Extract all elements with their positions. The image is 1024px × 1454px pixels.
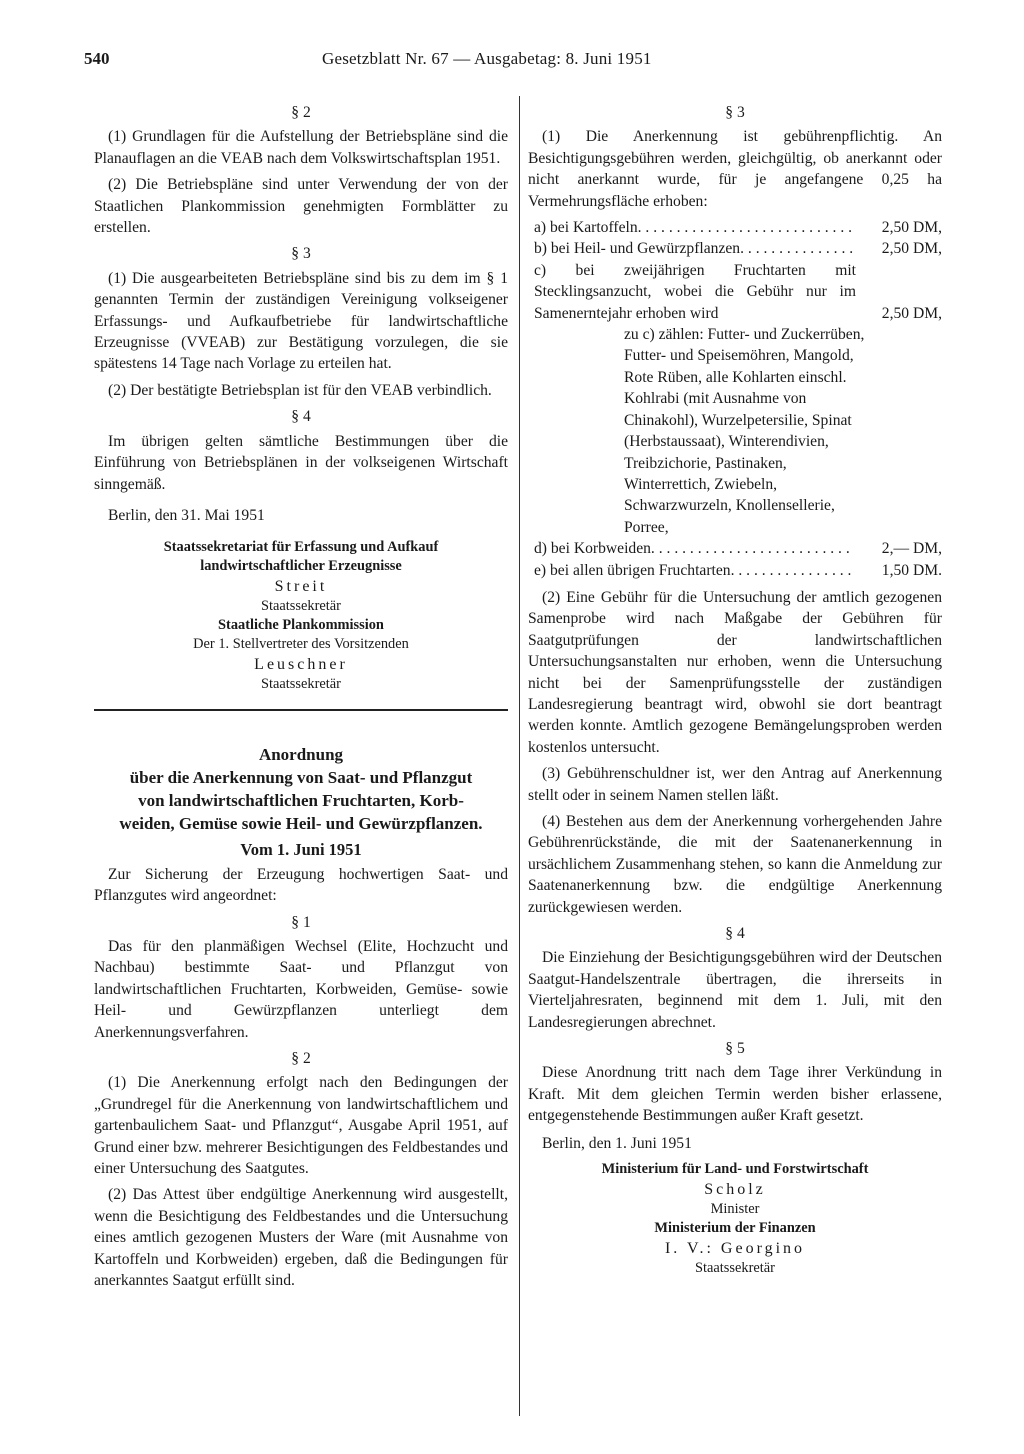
paragraph: (1) Grundlagen für die Aufstellung der Betriebspläne sind die Planauflagen an die VEAB nach dem Volkswirtschaftsplan 1951.: [94, 128, 508, 167]
section-title: § 1: [291, 913, 311, 931]
right-column: [528, 100, 942, 1278]
fee-value: 2,— DM,: [881, 540, 942, 558]
ordinance-heading: [94, 743, 508, 835]
leader-dots: [651, 538, 854, 559]
section-title: § 3: [291, 245, 311, 263]
signature-org: Staatssekretariat für Erfassung und Aufkauf: [163, 539, 439, 556]
signature-org: landwirtschaftlicher Erzeugnisse: [200, 558, 402, 575]
paragraph: Diese Anordnung tritt nach dem Tage ihrer Verkündung in Kraft. Mit dem gleichen Termin werden bisher erlassene, entgegenstehende Bestimmungen außer Kraft gesetzt.: [528, 1064, 942, 1125]
leader-dots: [638, 217, 854, 238]
gazette-title: Gesetzblatt Nr. 67 — Ausgabetag: 8. Juni 1951: [322, 49, 652, 68]
page-header: [84, 48, 724, 74]
paragraph: (2) Eine Gebühr für die Untersuchung der amtlich gezogenen Samenprobe wird nach Maßgabe der Gebühren für Saatgutprüfungen der landwirtschaftlichen Untersuchungsanstalten nur erhoben, wenn die Untersuchung nicht bei der Samenprüfungsstelle der zuständigen Landesregierung beantragt wird, obwohl sie dort beantragt werden konnte. Amtlich gezogene Bemängelungsproben werden kostenlos untersucht.: [528, 588, 942, 756]
fee-c-note: zu c) zählen: Futter- und Zuckerrüben, Futter- und Speisemöhren, Mangold, Rote Rüben, alle Kohlarten einschl. Kohlrabi (mit Ausnahme von Chinakohl), Wurzelpetersilie, Spinat (Herbstaussaat), Winterendivien, Treibzichorie, Pastinaken, Winterrettich, Zwiebeln, Schwarzwurzeln, Knollensellerie, Porree,: [624, 326, 865, 536]
signature-role: Minister: [710, 1201, 760, 1218]
paragraph: Im übrigen gelten sämtliche Bestimmungen über die Einführung von Betriebsplänen in der volkseigenen Wirtschaft sinngemäß.: [94, 432, 508, 493]
fee-value: 2,50 DM,: [881, 219, 942, 237]
fee-row-d: [528, 538, 942, 559]
fee-label: d) bei Korbweiden: [534, 540, 651, 558]
signature-name: Streit: [274, 578, 328, 596]
fee-row-c: [528, 260, 942, 324]
leader-dots: [740, 238, 854, 259]
paragraph: Zur Sicherung der Erzeugung hochwertigen Saat- und Pflanzgutes wird angeordnet:: [94, 865, 508, 905]
leader-dots: [731, 560, 854, 581]
paragraph: (1) Die ausgearbeiteten Betriebspläne sind bis zu dem im § 1 genannten Termin der zuständigen Vereinigung volkseigener Erfassungs- und Aufkaufbetriebe für landwirtschaftliche Erzeugnisse (VVEAB) zur Bestätigung vorzulegen, die sie spätestens 14 Tage nach Vorlage zu erteilen hat.: [94, 269, 508, 373]
paragraph: (2) Das Attest über endgültige Anerkennung wird ausgestellt, wenn die Besichtigung des Feldbestandes und die Untersuchung eines amtlich gezogenen Musters der Ware (mit Ausnahme von Kartoffeln und Korbweiden) ergeben, daß die Bedingungen für anerkanntes Saatgut erfüllt sind.: [94, 1186, 508, 1290]
signature-name: I. V.: Georgino: [664, 1240, 806, 1258]
fee-label: c) bei zweijährigen Fruchtarten mit Stecklingsanzucht, wobei die Gebühr nur im Samenerntejahr erhoben wird: [534, 261, 856, 322]
heading-line: von landwirtschaftlichen Fruchtarten, Korb-: [138, 791, 464, 811]
paragraph: (4) Bestehen aus dem der Anerkennung vorhergehenden Jahre Gebührenrückstände, die mit der Saatenanerkennung in ursächlichem Zusammenhang stehen, so kann die Anmeldung zur Saatenanerkennung bzw. die endgültige Anerkennung zurückgewiesen werden.: [528, 813, 942, 916]
signature-role: Staatssekretär: [695, 1260, 775, 1277]
fee-row-a: [528, 217, 942, 238]
paragraph: (2) Die Betriebspläne sind unter Verwendung der von der Staatlichen Plankommission genehmigten Formblätter zu erstellen.: [94, 176, 508, 237]
fee-value: 2,50 DM,: [881, 240, 942, 258]
date-line: Berlin, den 1. Juni 1951: [542, 1134, 692, 1152]
paragraph: (3) Gebührenschuldner ist, wer den Antrag auf Anerkennung stellt oder in seinem Namen stellen läßt.: [528, 765, 942, 804]
signature-block: [528, 1160, 942, 1278]
signature-name: Scholz: [704, 1181, 766, 1199]
section-title: § 4: [291, 408, 311, 426]
column-divider: [519, 96, 520, 1416]
signature-org: Ministerium der Finanzen: [654, 1220, 816, 1237]
fee-label: a) bei Kartoffeln: [534, 219, 638, 237]
fee-row-e: [528, 560, 942, 581]
signature-role: Staatssekretär: [261, 598, 341, 615]
separator-rule: [94, 709, 508, 711]
signature-block: [94, 538, 508, 694]
section-title: § 5: [725, 1040, 745, 1058]
fee-value: 2,50 DM,: [881, 304, 942, 322]
heading-line: Anordnung: [258, 745, 344, 765]
signature-name: Leuschner: [254, 656, 348, 674]
signature-org: Staatliche Plankommission: [218, 617, 384, 634]
paragraph: (1) Die Anerkennung ist gebührenpflichtig. An Besichtigungsgebühren werden, gleichgültig, ob anerkannt oder nicht anerkannt wurde, für je angefangene 0,25 ha Vermehrungsfläche erhoben:: [528, 128, 942, 210]
section-title: § 2: [291, 1049, 311, 1067]
paragraph: Das für den planmäßigen Wechsel (Elite, Hochzucht und Nachbau) bestimmte Saat- und Pflanzgut von landwirtschaftlichen Fruchtarten, Korbweiden, Gemüse- sowie Heil- und Gewürzpflanzen unterliegt dem Anerkennungsverfahren.: [94, 937, 508, 1041]
signature-role: Staatssekretär: [261, 676, 341, 693]
fee-row-b: [528, 238, 942, 259]
section-title: § 3: [725, 104, 745, 121]
fee-label: b) bei Heil- und Gewürzpflanzen: [534, 240, 741, 258]
signature-sub: Der 1. Stellvertreter des Vorsitzenden: [193, 636, 409, 653]
paragraph: (1) Die Anerkennung erfolgt nach den Bedingungen der „Grundregel für die Anerkennung von landwirtschaftlichem und gartenbaulichem Saat- und Pflanzgut“, Ausgabe April 1951, auf Grund einer bzw. mehrerer Besichtigungen des Feldbestandes und einer Untersuchung des Saatgutes.: [94, 1074, 508, 1177]
signature-org: Ministerium für Land- und Forstwirtschaft: [601, 1161, 869, 1178]
page-number: 540: [84, 49, 110, 68]
left-column: [94, 100, 508, 1296]
fee-label: e) bei allen übrigen Fruchtarten: [534, 561, 731, 579]
date-line: Berlin, den 31. Mai 1951: [108, 506, 265, 524]
heading-line: weiden, Gemüse sowie Heil- und Gewürzpflanzen.: [119, 814, 483, 834]
ordinance-date: Vom 1. Juni 1951: [240, 840, 362, 860]
paragraph: (2) Der bestätigte Betriebsplan ist für den VEAB verbindlich.: [108, 381, 492, 399]
paragraph: Die Einziehung der Besichtigungsgebühren wird der Deutschen Saatgut-Handelszentrale übertragen, die ihrerseits in Vierteljahresraten, beginnend mit dem 1. Juli, mit den Landesregierungen abrechnet.: [528, 949, 942, 1031]
fee-value: 1,50 DM.: [881, 561, 942, 579]
section-title: § 2: [291, 104, 311, 121]
section-title: § 4: [725, 925, 745, 943]
heading-line: über die Anerkennung von Saat- und Pflanzgut: [129, 768, 473, 788]
